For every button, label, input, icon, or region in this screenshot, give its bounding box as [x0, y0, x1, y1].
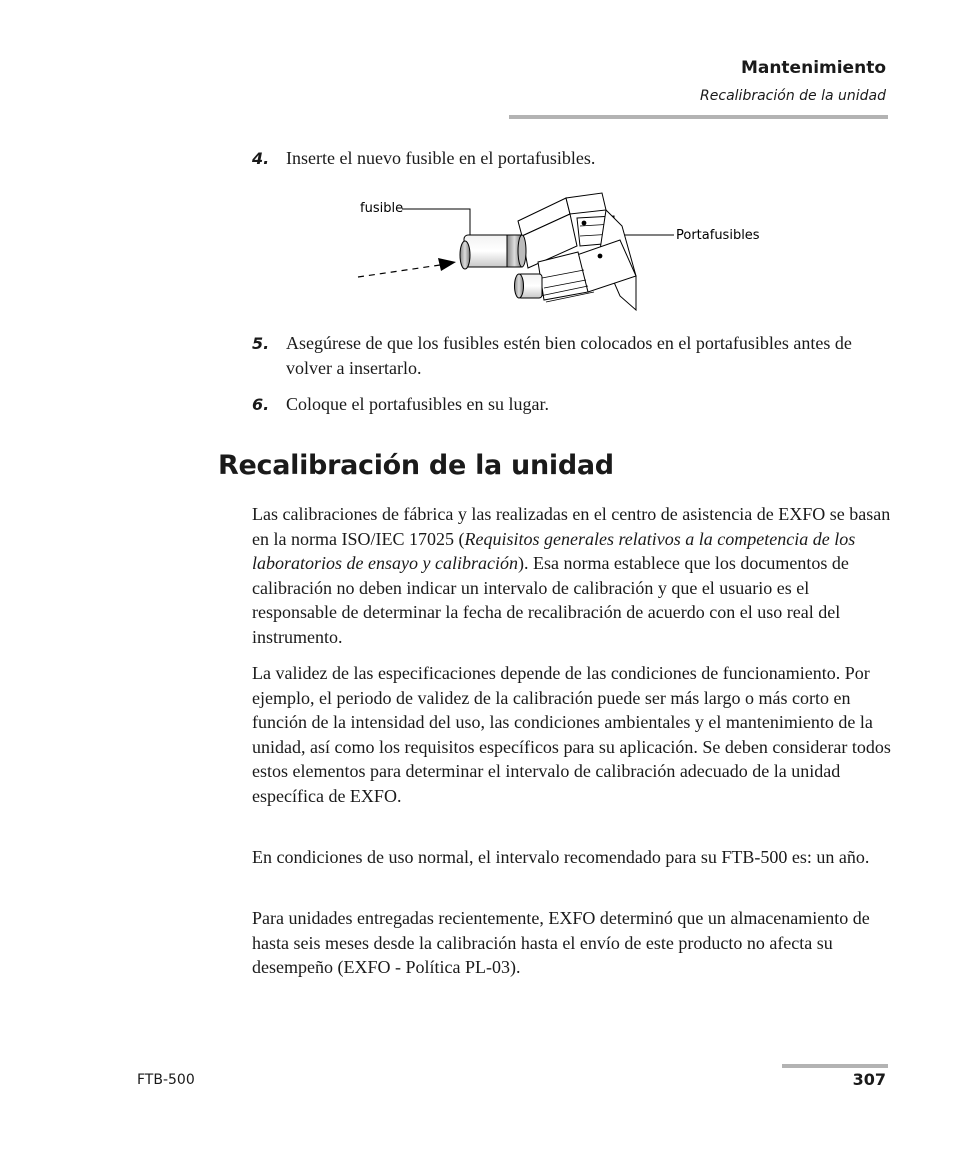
- running-header-section: Recalibración de la unidad: [700, 88, 886, 104]
- paragraph-storage-policy: Para unidades entregadas recientemente, EXFO determinó que un almacenamiento de hasta seis meses desde la calibración hasta el envío de este producto no afecta su desempeño (EXFO - Política PL-03).: [252, 908, 870, 978]
- running-header-chapter: Mantenimiento: [740, 58, 886, 78]
- fuse-holder-label: Portafusibles: [676, 228, 760, 243]
- standard-title: Requisitos generales relativos a la competencia de los laboratorios de ensayo y calibración: [252, 528, 856, 574]
- paragraph-text: ). Esa norma establece que los documentos de calibración no deben indicar un intervalo de calibración y que el usuario es el responsable de determinar la fecha de recalibración de acuerdo con el uso real del instrumento.: [252, 553, 849, 647]
- step-text: Inserte el nuevo fusible en el portafusibles.: [286, 148, 596, 168]
- step-number: 4.: [252, 149, 270, 168]
- step-text: Coloque el portafusibles en su lugar.: [286, 394, 549, 414]
- paragraph-text: Las calibraciones de fábrica y las realizadas en el centro de asistencia de EXFO se basan en la norma ISO/IEC 17025 (: [252, 504, 891, 549]
- section-heading: Recalibración de la unidad: [218, 450, 614, 481]
- step-4: [252, 146, 892, 171]
- footer-product-name: FTB-500: [137, 1072, 195, 1088]
- fuse-label: fusible: [360, 201, 404, 216]
- footer-rule: [782, 1064, 888, 1068]
- paragraph-specification-validity: La validez de las especificaciones depende de las condiciones de funcionamiento. Por ejemplo, el periodo de validez de la calibración puede ser más largo o más corto en función de la intensidad del uso, las condiciones ambientales y el mantenimiento de la unidad, así como los requisitos específicos para su aplicación. Se deben considerar todos estos elementos para determinar el intervalo de calibración adecuado de la unidad específica de EXFO.: [252, 663, 891, 806]
- step-5: [252, 331, 892, 381]
- paragraph-recommended-interval: En condiciones de uso normal, el intervalo recomendado para su FTB-500 es: un año.: [252, 847, 870, 867]
- step-number: 6.: [252, 395, 270, 414]
- step-text: Asegúrese de que los fusibles estén bien colocados en el portafusibles antes de volver a insertarlo.: [286, 333, 852, 378]
- fuse-holder-figure: [352, 188, 782, 318]
- step-number: 5.: [252, 334, 270, 353]
- fuse-holder-illustration: [352, 188, 782, 318]
- paragraph-calibration-standard: [252, 502, 892, 650]
- page-number: 307: [852, 1070, 886, 1089]
- header-rule: [509, 115, 888, 119]
- step-6: [252, 392, 892, 417]
